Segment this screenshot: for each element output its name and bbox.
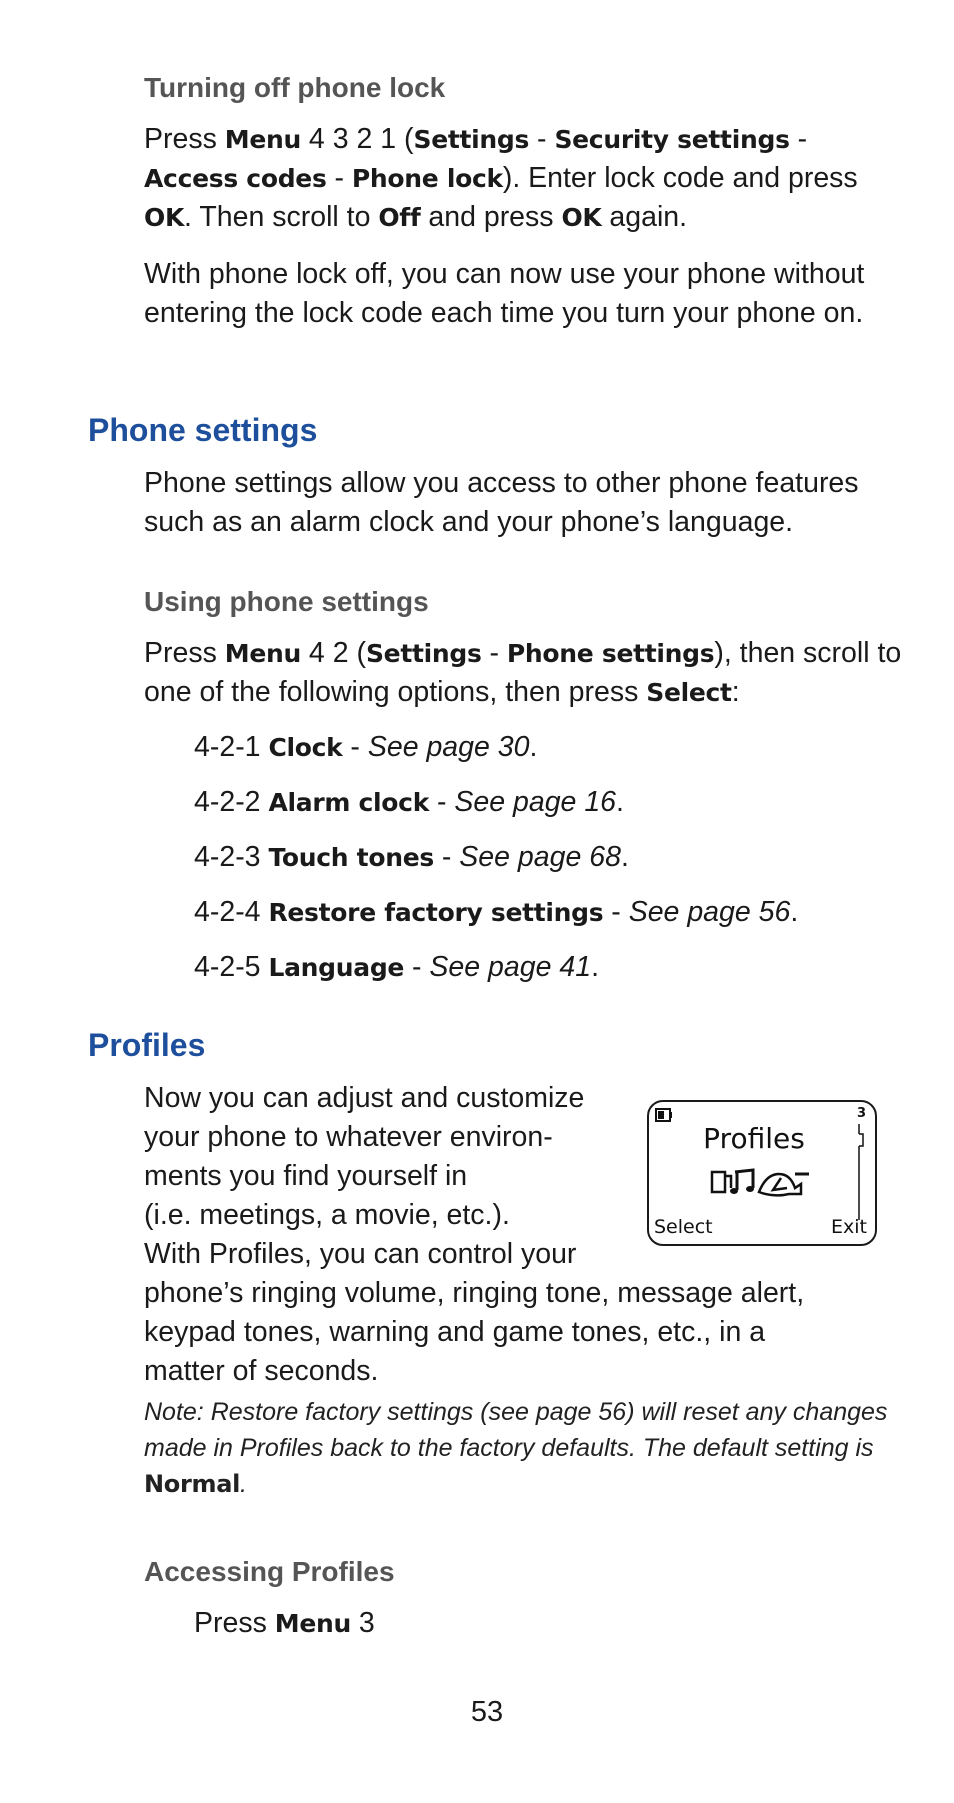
option-name: Clock — [268, 733, 343, 762]
turning-off-heading: Turning off phone lock — [144, 72, 446, 103]
separator: - — [789, 123, 808, 155]
option-code: 4-2-3 — [194, 841, 269, 873]
screen-title: Profiles — [703, 1122, 805, 1155]
option-item — [194, 728, 537, 767]
menu-key: Menu — [274, 1609, 352, 1638]
exit-softkey: Exit — [831, 1216, 867, 1238]
text-line: phone’s ringing volume, ringing tone, message alert, — [144, 1277, 805, 1309]
using-phone-settings-heading: Using phone settings — [144, 586, 429, 617]
ok-key: OK — [561, 203, 602, 232]
option-code: 4-2-2 — [194, 786, 269, 818]
text-line: ments you find yourself in — [144, 1160, 468, 1192]
text-line: (i.e. meetings, a movie, etc.). — [144, 1199, 510, 1231]
select-softkey: Select — [654, 1216, 713, 1238]
menu-key: Menu — [224, 639, 302, 668]
text-line: With Profiles, you can control your — [144, 1238, 577, 1270]
page-reference: See page 16 — [454, 786, 617, 818]
note-text: Note: Restore factory settings (see page 56) will reset any changes made in Profiles back to the factory defaults. The default setting is — [144, 1398, 888, 1462]
text: . — [529, 731, 538, 763]
turning-off-description: With phone lock off, you can now use your phone without entering the lock code each time you turn your phone on. — [144, 258, 865, 329]
page-reference: See page 30 — [367, 731, 530, 763]
text: Press — [144, 637, 225, 669]
text: 4 2 ( — [301, 637, 366, 669]
turning-off-instructions — [144, 120, 904, 237]
text: and press — [420, 201, 562, 233]
text: . — [240, 1470, 247, 1498]
text: : — [731, 676, 740, 708]
phone-screen-figure — [647, 1100, 877, 1246]
separator: - — [529, 123, 555, 155]
note — [144, 1394, 904, 1502]
phone-settings-intro: Phone settings allow you access to other phone features such as an alarm clock and your phone’s language. — [144, 467, 859, 538]
off-key: Off — [378, 203, 421, 232]
phone-settings-key: Phone settings — [506, 639, 715, 668]
normal-key: Normal — [144, 1470, 241, 1498]
option-code: 4-2-1 — [194, 731, 269, 763]
accessing-profiles-heading: Accessing Profiles — [144, 1556, 395, 1587]
battery-icon — [655, 1108, 673, 1122]
text: ). Enter lock code and press — [502, 162, 858, 194]
settings-key: Settings — [365, 639, 482, 668]
phone-settings-heading: Phone settings — [88, 412, 318, 448]
text: again. — [601, 201, 688, 233]
option-item — [194, 893, 798, 932]
option-code: 4-2-4 — [194, 896, 269, 928]
access-codes-key: Access codes — [144, 164, 327, 193]
text-line: matter of seconds. — [144, 1355, 379, 1387]
option-item — [194, 783, 624, 822]
text: Press — [144, 123, 225, 155]
text-line: keypad tones, warning and game tones, etc., in a — [144, 1316, 766, 1348]
option-name: Restore factory settings — [268, 898, 604, 927]
text: . — [790, 896, 799, 928]
option-item — [194, 838, 629, 877]
separator: - — [603, 896, 629, 928]
separator: - — [342, 731, 368, 763]
text-line: your phone to whatever environ- — [144, 1121, 553, 1153]
ok-key: OK — [144, 203, 185, 232]
text: . Then scroll to — [184, 201, 379, 233]
text: . — [616, 786, 624, 818]
option-name: Language — [268, 953, 405, 982]
separator: - — [481, 637, 507, 669]
profile-icons — [709, 1166, 813, 1198]
page-reference: See page 68 — [459, 841, 621, 873]
using-phone-settings-instructions — [144, 634, 904, 712]
settings-key: Settings — [413, 125, 530, 154]
option-name: Touch tones — [268, 843, 434, 872]
profiles-heading: Profiles — [88, 1027, 206, 1063]
page-reference: See page 56 — [628, 896, 791, 928]
text-line: Now you can adjust and customize — [144, 1082, 585, 1114]
menu-key: Menu — [224, 125, 302, 154]
text: . — [620, 841, 629, 873]
page-number: 53 — [470, 1696, 504, 1728]
signal-indicator: 3 — [856, 1106, 866, 1121]
option-name: Alarm clock — [268, 788, 430, 817]
text: Press — [194, 1607, 275, 1639]
select-key: Select — [646, 678, 732, 707]
separator: - — [404, 951, 430, 983]
security-settings-key: Security settings — [554, 125, 790, 154]
text: 4 3 2 1 ( — [301, 123, 414, 155]
separator: - — [326, 162, 352, 194]
option-item — [194, 948, 599, 987]
text: 3 — [351, 1607, 375, 1639]
text: ), then scroll to one of the following options, then press — [144, 637, 902, 708]
accessing-profiles-instructions — [194, 1604, 375, 1643]
phone-lock-key: Phone lock — [351, 164, 503, 193]
page-reference: See page 41 — [429, 951, 592, 983]
separator: - — [433, 841, 460, 873]
text: . — [591, 951, 599, 983]
separator: - — [429, 786, 455, 818]
option-code: 4-2-5 — [194, 951, 269, 983]
